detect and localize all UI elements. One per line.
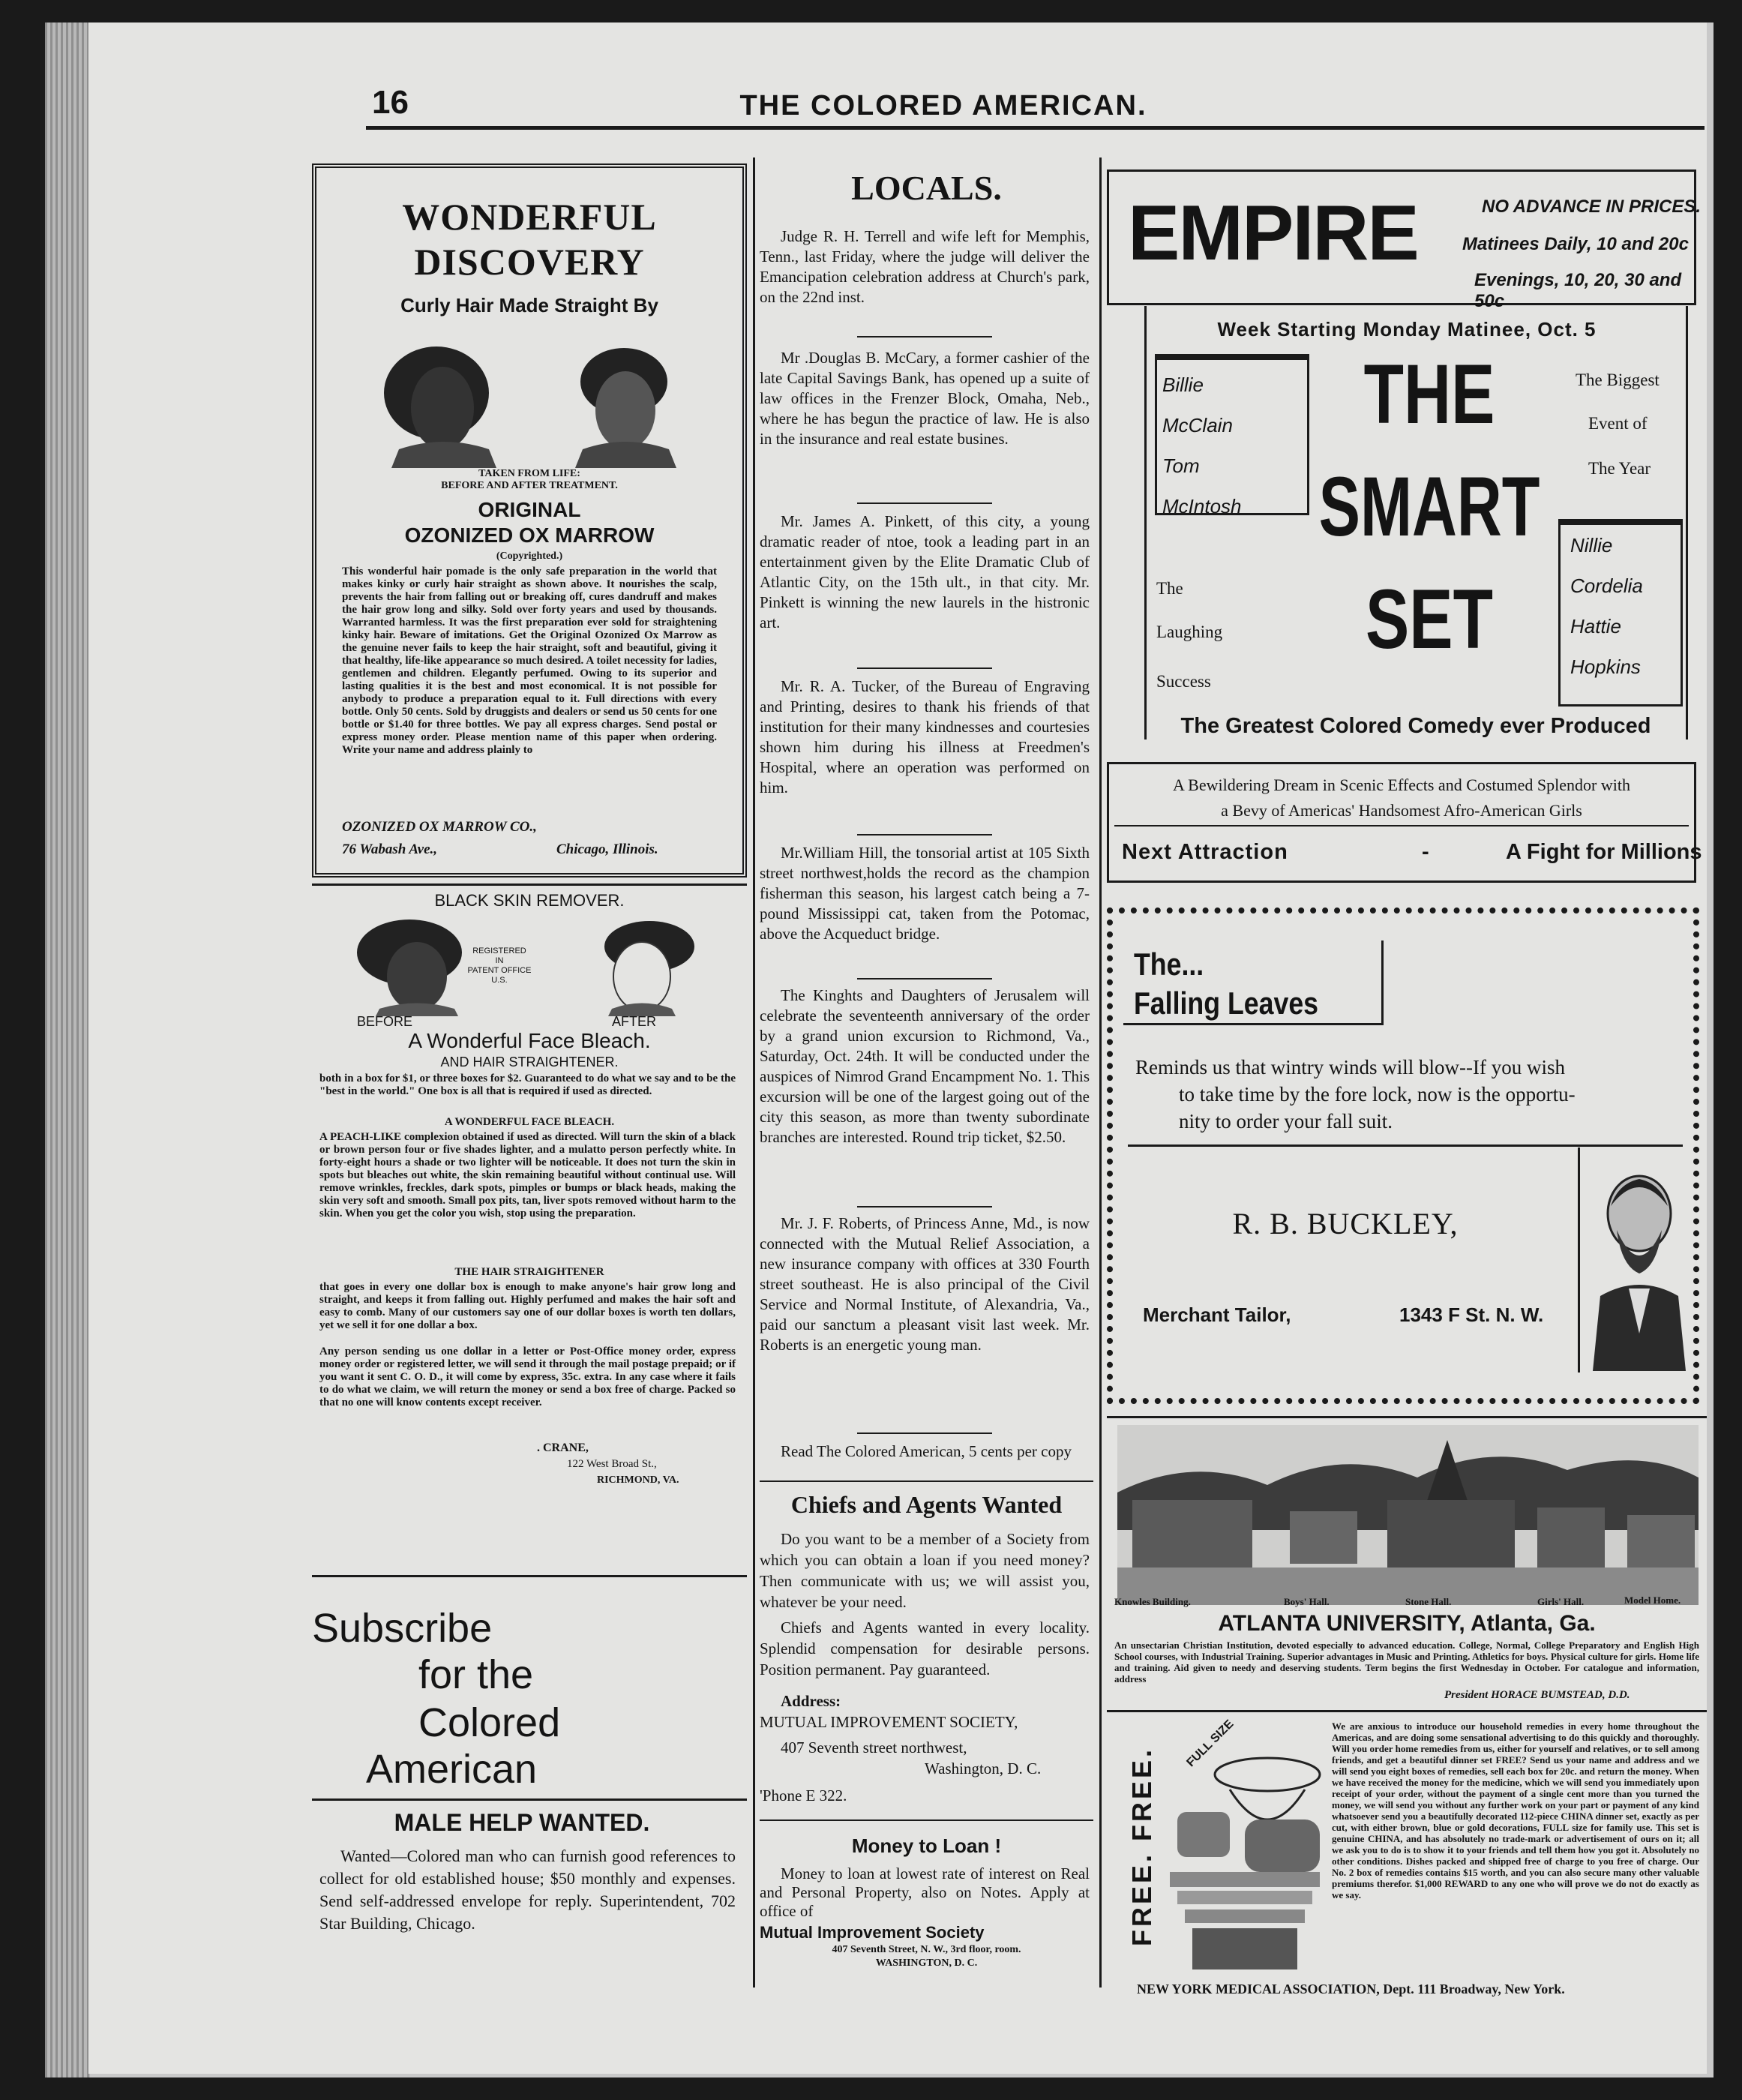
locals-item: Read The Colored American, 5 cents per copy [781, 1442, 1072, 1460]
ad-subscribe [312, 1581, 747, 1806]
locals-divider [857, 336, 992, 338]
buckley-line-2: to take time by the fore lock, now is the opportu- [1179, 1083, 1576, 1106]
subscribe-line-1: Subscribe [312, 1606, 493, 1651]
locals-divider [857, 502, 992, 504]
empire-matinees: Matinees Daily, 10 and 20c [1462, 234, 1689, 254]
chiefs-address-label: Address: [781, 1692, 841, 1710]
label-after: AFTER [612, 1014, 657, 1029]
buckley-line-1: Reminds us that wintry winds will blow--If you wish [1135, 1056, 1565, 1078]
ad-wonderful-discovery [312, 164, 747, 878]
bleach-sig-3: RICHMOND, VA. [597, 1474, 679, 1486]
free-body: We are anxious to introduce our household remedies in every home throughout the Americas, and are doing some sensational advertising to do this quickly and thoroughly. Will you order home remedies from us, either for yourself and relatives, or to sell among friends, and get a beautiful dinner set FREE? Send us your name and address and we will send you eight boxes of remedies, sell each box for 20c. and return the money. When we have received the money for the medicine, which we will send you immediately upon receipt of your order, without the payment of a single cent more than you turned the money, we will send you without any further work on your part or payment of any kind whatsoever send you a beautifully decorated 112-piece CHINA dinner set, exactly as per cut, with either brown, blue or gold decorations, FULL size for family use. This set is genuine CHINA, and has absolutely no trade-mark or advertisement of ours on it; all we ask you to do is to show it to your friends and tell them how you got it. Absolutely no other conditions. Dishes packed and shipped free of charge to you free of charge. Our No. 2 box of remedies contains $15 worth, and you can also secure many other valuable premiums therefor. $1,000 REWARD to any one who will prove we do not do exactly as we say. [1332, 1720, 1699, 1900]
buckley-trade: Merchant Tailor, [1143, 1304, 1291, 1326]
column-rule-2 [1099, 158, 1102, 1988]
reg-4: U.S. [491, 976, 508, 985]
chiefs-city: Washington, D. C. [925, 1760, 1042, 1778]
locals-item: Mr .Douglas B. McCary, a former cashier of the late Capital Savings Bank, has opened up a suite of law offices in the Frenzer Block, Omaha, Neb., where he has begun the practice of law. He is also in the insurance and real estate busines. [760, 349, 1090, 448]
ad-chiefs-agents [760, 1485, 1093, 1838]
male-help-body: Wanted—Colored man who can furnish good references to collect for old established house; $50 monthly and expenses. Send self-addressed envelope for reply. Superintendent, 702 Star Building, Chicago. [319, 1846, 736, 1933]
discovery-address: 76 Wabash Ave., [342, 842, 438, 857]
locals-item: Mr. James A. Pinkett, of this city, a young dramatic reader of ntoe, took a leading part in an entertainment given by the Elite Dramatic Club of Atlantic City, on the 15th ult., in that city. Mr. Pinkett is winning the new laurels in the histronic art. [760, 512, 1090, 632]
empire-left-rule [1144, 306, 1147, 740]
loan-title: Money to Loan ! [851, 1834, 1002, 1857]
bleach-headline: A Wonderful Face Bleach. [408, 1029, 651, 1052]
buckley-title-1: The... [1134, 946, 1204, 982]
campus-label: Stone Hall. [1405, 1596, 1452, 1607]
page-number: 16 [372, 84, 409, 121]
empire-biggest: The Biggest [1576, 370, 1660, 389]
empire-dash: - [1422, 840, 1429, 864]
empire-left-box-bar [1155, 354, 1309, 360]
tailor-portrait-icon [1585, 1161, 1690, 1371]
loan-org: Mutual Improvement Society [760, 1923, 985, 1942]
discovery-product-2: OZONIZED OX MARROW [404, 524, 655, 547]
empire-laughing: Laughing [1156, 622, 1223, 641]
loan-address-1: 407 Seventh Street, N. W., 3rd floor, room. [832, 1944, 1021, 1955]
bleach-sec2-title: THE HAIR STRAIGHTENER [454, 1266, 604, 1278]
newspaper-page [88, 22, 1707, 2074]
chiefs-p2: Chiefs and Agents wanted in every locality. Splendid compensation for desirable persons. Position permanent. Pay guaranteed. [760, 1618, 1090, 1678]
bleach-sec2-body: that goes in every one dollar box is enough to make anyone's hair grow long and straight, and keeps it from falling out. Highly perfumed and makes the hair soft and easy to comb. Many of our customers say one of our dollar boxes is worth ten dollars, yet we sell it for one dollar a box. [319, 1281, 736, 1331]
bleach-sig-1: . CRANE, [537, 1442, 589, 1454]
empire-laughing: Success [1156, 672, 1211, 691]
campus-label: Model Home. [1624, 1594, 1681, 1606]
buckley-name: R. B. BUCKLEY, [1232, 1207, 1459, 1240]
locals-title: LOCALS. [851, 169, 1002, 207]
discovery-copyright: (Copyrighted.) [496, 550, 563, 562]
discovery-subhead: Curly Hair Made Straight By [400, 294, 658, 316]
reg-2: IN [495, 956, 504, 965]
buckley-line-3: nity to order your fall suit. [1179, 1110, 1393, 1132]
empire-smart: SMART [1318, 460, 1540, 554]
discovery-headline-2: DISCOVERY [414, 241, 645, 283]
campus-label: Girls' Hall. [1537, 1596, 1585, 1607]
loan-top-rule [760, 1820, 1093, 1821]
locals-divider [857, 1432, 992, 1434]
empire-comedy: The Greatest Colored Comedy ever Produced [1180, 714, 1651, 738]
empire-dream-2: a Bevy of Americas' Handsomest Afro-American Girls [1221, 801, 1582, 820]
left-divider-3 [312, 1798, 747, 1801]
ad-empire [1107, 170, 1707, 890]
subscribe-line-3: Colored [418, 1700, 561, 1745]
atlanta-body: An unsectarian Christian Institution, devoted especially to advanced education. College, Normal, College Preparatory and English High School courses, with Industrial Training. Superior advantages in Music and Printing. Athletics for boys. Physical culture for girls. Home life and training. Aid given to needy and deserving students. Term begins the first Wednesday in October. For catalogue and information, address [1114, 1640, 1699, 1684]
chiefs-org: MUTUAL IMPROVEMENT SOCIETY, [760, 1713, 1018, 1731]
subscribe-line-2: for the [418, 1652, 534, 1697]
campus-buildings-icon [1117, 1425, 1699, 1605]
bleach-sec3-body: Any person sending us one dollar in a letter or Post-Office money order, express money order or registered letter, we will send it through the mail postage prepaid; or if you want it sent C. O. D., it will come by express, 35c. extra. In any case where it fails to do what we claim, we will return the money or send a box free of charge. Packed so that no one will know contents except receiver. [319, 1346, 736, 1408]
bleach-sig-2: 122 West Broad St., [567, 1458, 657, 1470]
ad-male-help [312, 1803, 747, 1990]
discovery-caption-1: TAKEN FROM LIFE: [478, 468, 580, 479]
empire-footer-rule [1114, 825, 1689, 826]
locals-item: Mr.William Hill, the tonsorial artist at 105 Sixth street northwest,holds the record as the champion fisherman this season, his largest catch being a 7-pound Mississippi cat, taken from the Potomac, above the Acqueduct bridge. [760, 844, 1090, 943]
bleach-subhead: AND HAIR STRAIGHTENER. [440, 1054, 619, 1070]
ad-atlanta-university [1107, 1420, 1707, 1720]
empire-name: EMPIRE [1128, 190, 1418, 277]
chiefs-p1: Do you want to be a member of a Society from which you can obtain a loan if you need money? Then communicate with us; we will assist you, whatever be your need. [760, 1530, 1090, 1611]
column-rule-1 [753, 158, 755, 1988]
reg-1: REGISTERED [472, 946, 526, 956]
empire-right-name: Nillie [1570, 534, 1613, 556]
empire-laughing: The [1156, 579, 1183, 598]
empire-evenings: Evenings, 10, 20, 30 and 50c [1474, 270, 1682, 311]
locals-item: Mr. R. A. Tucker, of the Bureau of Engraving and Printing, desires to thank his friends of that institution for their many kindnesses and courtesies shown him during his illness at Freedmen's Hospital, where an operation was performed on him. [760, 677, 1090, 796]
masthead-rule [366, 126, 1705, 130]
discovery-company: OZONIZED OX MARROW CO., [342, 819, 537, 835]
atlanta-president: President HORACE BUMSTEAD, D.D. [1444, 1689, 1630, 1701]
locals-divider [857, 978, 992, 980]
empire-next-2: A Fight for Millions [1506, 840, 1702, 864]
empire-right-name: Hopkins [1570, 656, 1641, 678]
china-dinner-set-icon [1155, 1730, 1335, 1977]
buckley-portrait-rule [1578, 1148, 1580, 1372]
locals-item: The Kinghts and Daughters of Jerusalem will celebrate the seventeenth anniversary of the order by a grand union excursion to Richmond, Va., Saturday, Oct. 24th. It will be conducted under the auspices of Nimrod Grand Encampment No. 1. This excursion will be one of the largest going out of the city this season, as more than twenty subordinate branches are interested. Round trip ticket, $2.50. [760, 986, 1090, 1146]
loan-address-2: WASHINGTON, D. C. [875, 1958, 978, 1969]
empire-left-name: Billie [1162, 374, 1204, 396]
free-vertical-text: FREE. FREE. [1126, 1746, 1157, 1947]
ad-buckley [1107, 908, 1699, 1404]
empire-the: THE [1363, 347, 1495, 441]
buckley-title-2: Falling Leaves [1134, 986, 1319, 1021]
empire-week: Week Starting Monday Matinee, Oct. 5 [1217, 318, 1597, 340]
chiefs-street: 407 Seventh street northwest, [781, 1738, 967, 1756]
empire-left-name: McIntosh [1162, 495, 1242, 518]
empire-right-name: Hattie [1570, 615, 1621, 638]
discovery-product-1: ORIGINAL [478, 498, 581, 521]
left-divider-1 [312, 884, 747, 886]
empire-biggest: Event of [1588, 414, 1648, 433]
before-after-portrait-icon [346, 322, 714, 468]
subscribe-line-4: American [366, 1747, 538, 1792]
empire-biggest: The Year [1588, 459, 1651, 478]
atlanta-title: ATLANTA UNIVERSITY, Atlanta, Ga. [1218, 1611, 1596, 1636]
empire-no-advance: NO ADVANCE IN PRICES. [1482, 196, 1702, 217]
discovery-caption-2: BEFORE AND AFTER TREATMENT. [441, 480, 618, 491]
empire-right-rule [1686, 306, 1688, 740]
bleach-title: BLACK SKIN REMOVER. [434, 891, 625, 910]
bleach-sec1-title: A WONDERFUL FACE BLEACH. [444, 1116, 615, 1128]
chiefs-phone: 'Phone E 322. [760, 1786, 847, 1804]
chiefs-top-rule [760, 1480, 1093, 1482]
free-footer: NEW YORK MEDICAL ASSOCIATION, Dept. 111 Broadway, New York. [1137, 1982, 1565, 1996]
left-divider-2 [312, 1575, 747, 1577]
empire-dream-1: A Bewildering Dream in Scenic Effects and Costumed Splendor with [1173, 776, 1630, 794]
empire-set: SET [1366, 572, 1493, 666]
empire-right-box-bar [1558, 519, 1683, 525]
chiefs-title: Chiefs and Agents Wanted [790, 1491, 1063, 1518]
locals-item: Judge R. H. Terrell and wife left for Memphis, Tenn., last Friday, where the judge will deliver the Emancipation celebration address at Church's park, on the 22nd inst. [760, 227, 1090, 306]
discovery-city: Chicago, Illinois. [556, 842, 658, 857]
male-help-title: MALE HELP WANTED. [394, 1809, 650, 1836]
campus-label: Knowles Building. [1114, 1596, 1191, 1607]
full-size-label: FULL SIZE [1184, 1718, 1237, 1770]
empire-left-name: McClain [1162, 414, 1233, 436]
locals-divider [857, 834, 992, 836]
label-before: BEFORE [357, 1014, 413, 1029]
empire-left-name: Tom [1162, 454, 1200, 477]
locals-divider [857, 668, 992, 669]
empire-right-name: Cordelia [1570, 574, 1643, 597]
page-stack-edge [45, 22, 90, 2078]
bleach-sec1-body: A PEACH-LIKE complexion obtained if used as directed. Will turn the skin of a black or brown person four or five shades lighter, and a mulatto person perfectly white. In forty-eight hours a shade or two lighter will be noticeable. It does not turn the skin in spots but bleaches out white, the skin remaining beautiful without continual use. Will remove wrinkles, freckles, dark spots, pimples or bumps or black heads, making the skin very soft and smooth. Small pox pits, tan, liver spots removed without harm to the skin. When you get the color you wish, stop using the preparation. [319, 1131, 736, 1220]
ad-free-china [1107, 1714, 1707, 2000]
atlanta-top-rule [1107, 1416, 1707, 1418]
buckley-address: 1343 F St. N. W. [1399, 1304, 1544, 1326]
buckley-rule [1128, 1144, 1683, 1147]
masthead-title: THE COLORED AMERICAN. [739, 90, 1147, 122]
loan-body: Money to loan at lowest rate of interest on Real and Personal Property, also on Notes. Apply at office of [760, 1864, 1090, 1920]
discovery-body: This wonderful hair pomade is the only safe preparation in the world that makes kinky or curly hair straight as shown above. It nourishes the scalp, prevents the hair from falling out or breaking off, cures dandruff and makes the hair grow long and silky. Sold over forty years and used by thousands. Warranted harmless. It was the first preparation ever sold for straightening kinky hair. Beware of imitations. Get the Original Ozonized Ox Marrow as the genuine never fails to keep the hair straight, soft and beautiful, giving it that healthy, life-like appearance so much desired. A toilet necessity for ladies, gentlemen and children. Elegantly perfumed. Owing to its superior and lasting qualities it is the best and most economical. It is not possible for anybody to produce a preparation equal to it. Full directions with every bottle. Only 50 cents. Sold by druggists and dealers or send us 50 cents for one bottle or $1.40 for three bottles. We pay all express charges. Send postal or express money order. Please mention name of this paper when ordering. Write your name and address plainly to [342, 566, 717, 756]
empire-next-1: Next Attraction [1122, 840, 1288, 864]
ad-money-loan [760, 1822, 1093, 1995]
discovery-headline-1: WONDERFUL [402, 196, 657, 238]
campus-label: Boys' Hall. [1284, 1596, 1330, 1607]
bleach-intro: both in a box for $1, or three boxes for $2. Guaranteed to do what we say and to be the "best in the world." One box is all that is required if used as directed. [319, 1072, 736, 1097]
locals-divider [857, 1206, 992, 1208]
reg-3: PATENT OFFICE [467, 966, 532, 975]
locals-item: Mr. J. F. Roberts, of Princess Anne, Md., is now connected with the Mutual Relief Association, a new insurance company with offices at 330 Fourth street southeast. He is also principal of the Civil Service and Normal Institute, of Alexandria, Va., paid our sanctum a pleasant visit last week. Mr. Roberts is an energetic young man. [760, 1214, 1090, 1354]
ad-black-skin-remover [312, 886, 747, 1592]
free-top-rule [1107, 1710, 1707, 1712]
